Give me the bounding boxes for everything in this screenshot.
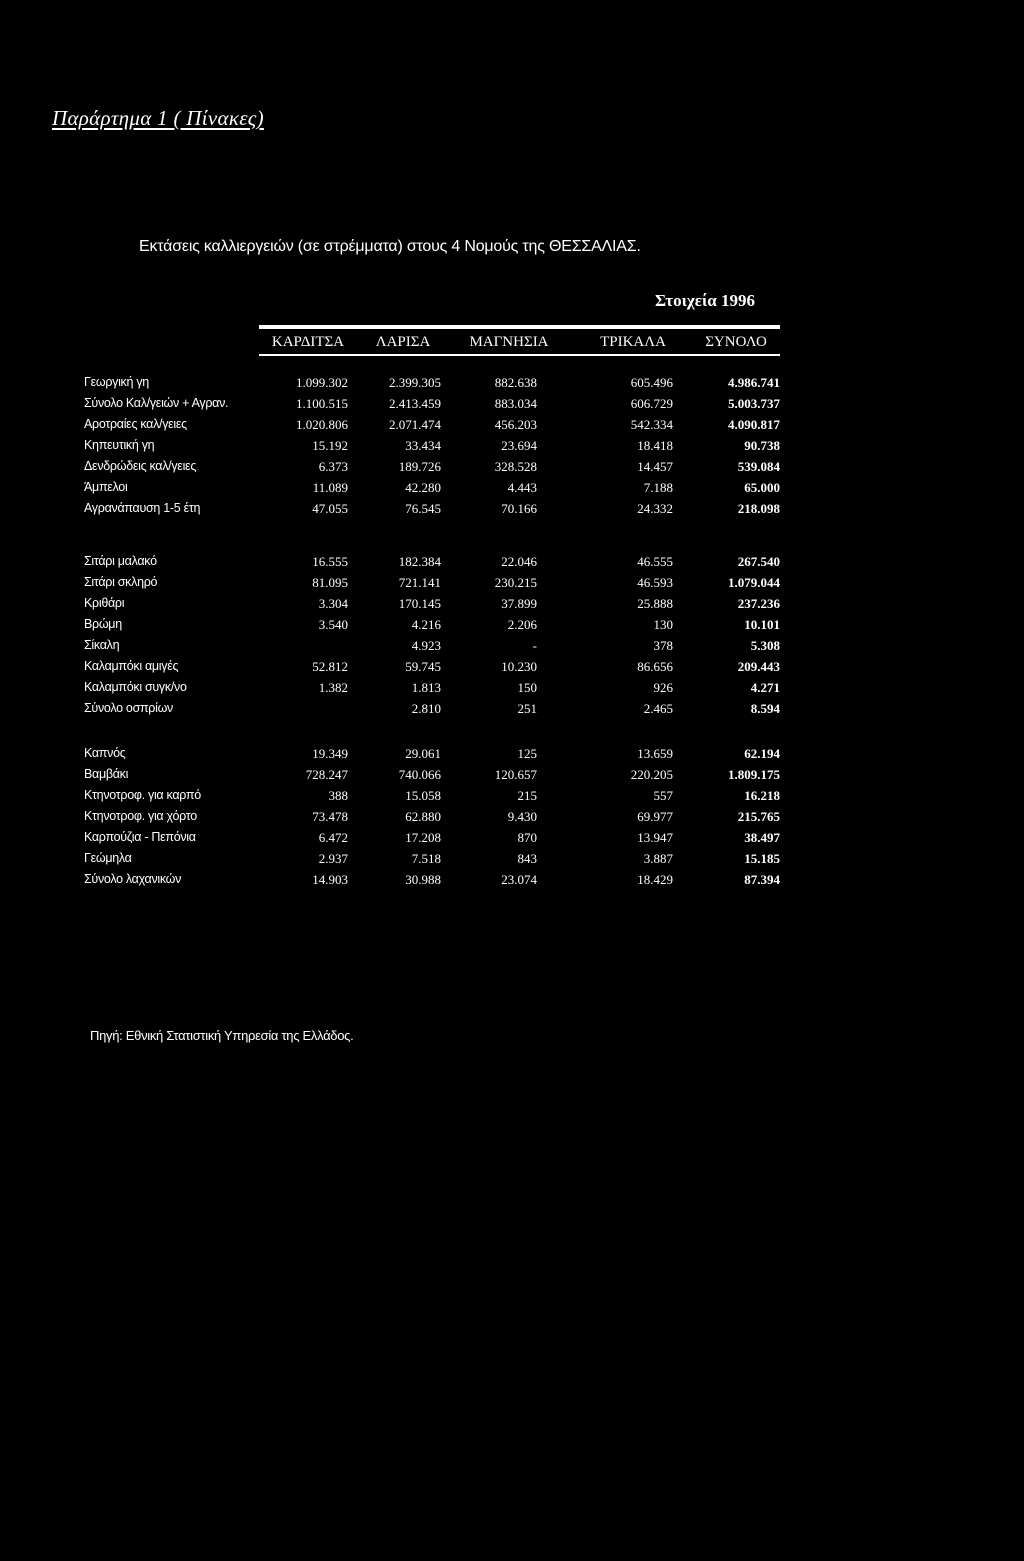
cell-trikala: 46.555 [637,554,673,569]
cell-trikala: 542.334 [630,417,673,432]
table-row [0,809,1024,829]
cell-trikala: 7.188 [643,480,673,495]
column-header-karditsa: ΚΑΡΔΙΤΣΑ [271,334,345,350]
cell-magnisia: 22.046 [501,554,537,569]
header-rule-bottom [259,354,780,356]
cell-larisa: 76.545 [405,501,441,516]
cell-karditsa: 1.382 [318,680,348,695]
row-label: Αγρανάπαυση 1-5 έτη [84,501,201,515]
cell-magnisia: 70.166 [501,501,537,516]
cell-karditsa: 14.903 [312,872,348,887]
cell-magnisia: 843 [517,851,537,866]
row-label: Δενδρώδεις καλ/γειες [84,459,197,473]
row-label: Βρώμη [84,617,122,631]
cell-trikala: 13.947 [637,830,673,845]
cell-total: 4.090.817 [728,417,780,432]
cell-trikala: 14.457 [637,459,673,474]
table-row [0,596,1024,616]
cell-karditsa: 19.349 [312,746,348,761]
row-label: Άμπελοι [84,480,128,494]
row-label: Αροτραίες καλ/γειες [84,417,187,431]
cell-karditsa: 3.304 [318,596,348,611]
cell-total: 10.101 [744,617,780,632]
cell-karditsa: 1.100.515 [296,396,348,411]
cell-larisa: 42.280 [405,480,441,495]
cell-trikala: 3.887 [643,851,673,866]
cell-trikala: 13.659 [637,746,673,761]
row-label: Σύνολο λαχανικών [84,872,182,886]
cell-larisa: 4.923 [411,638,441,653]
cell-trikala: 605.496 [630,375,673,390]
table-row [0,680,1024,700]
cell-total: 38.497 [744,830,780,845]
cell-total: 1.809.175 [728,767,780,782]
cell-karditsa: 2.937 [318,851,348,866]
page-heading: Παράρτημα 1 ( Πίνακες) [52,106,264,130]
row-label: Καπνός [84,746,126,760]
cell-total: 4.271 [750,680,780,695]
cell-larisa: 62.880 [405,809,441,824]
table-row [0,459,1024,479]
cell-magnisia: 37.899 [501,596,537,611]
cell-total: 5.003.737 [728,396,780,411]
cell-total: 4.986.741 [728,375,780,390]
cell-magnisia: 215 [517,788,537,803]
cell-larisa: 189.726 [398,459,441,474]
cell-karditsa: 81.095 [312,575,348,590]
table-subtitle: Εκτάσεις καλλιεργειών (σε στρέμματα) στους 4 Νομούς της ΘΕΣΣΑΛΙΑΣ. [139,238,641,255]
cell-trikala: 606.729 [630,396,673,411]
cell-magnisia: - [532,638,537,653]
cell-karditsa: 1.020.806 [296,417,348,432]
cell-magnisia: 125 [517,746,537,761]
cell-magnisia: 870 [517,830,537,845]
cell-trikala: 220.205 [630,767,673,782]
table-row [0,438,1024,458]
table-row [0,396,1024,416]
table-row [0,767,1024,787]
row-label: Σύνολο οσπρίων [84,701,174,715]
column-header-magnisia: ΜΑΓΝΗΣΙΑ [469,334,549,350]
column-header-larisa: ΛΑΡΙΣΑ [375,334,431,350]
table-row [0,638,1024,658]
cell-larisa: 33.434 [405,438,441,453]
row-label: Κτηνοτροφ. για χόρτο [84,809,197,823]
cell-larisa: 2.413.459 [389,396,441,411]
row-label: Σιτάρι σκληρό [84,575,158,589]
cell-larisa: 7.518 [411,851,441,866]
row-label: Βαμβάκι [84,767,129,781]
cell-karditsa: 73.478 [312,809,348,824]
cell-karditsa: 6.472 [318,830,348,845]
cell-trikala: 24.332 [637,501,673,516]
cell-trikala: 2.465 [643,701,673,716]
cell-total: 8.594 [750,701,780,716]
cell-karditsa: 728.247 [305,767,348,782]
table-row [0,788,1024,808]
row-label: Γεωργική γη [84,375,149,389]
cell-total: 65.000 [744,480,780,495]
row-label: Κριθάρι [84,596,125,610]
cell-larisa: 29.061 [405,746,441,761]
table-row [0,417,1024,437]
table-row [0,501,1024,521]
cell-trikala: 18.418 [637,438,673,453]
cell-magnisia: 120.657 [494,767,537,782]
cell-magnisia: 456.203 [494,417,537,432]
cell-magnisia: 230.215 [494,575,537,590]
row-label: Σύνολο Καλ/γειών + Αγραν. [84,396,229,410]
cell-larisa: 721.141 [398,575,441,590]
cell-total: 209.443 [737,659,780,674]
cell-magnisia: 883.034 [494,396,537,411]
row-label: Κηπευτική γη [84,438,155,452]
cell-karditsa: 6.373 [318,459,348,474]
cell-larisa: 2.810 [411,701,441,716]
cell-larisa: 2.399.305 [389,375,441,390]
cell-larisa: 170.145 [398,596,441,611]
cell-trikala: 557 [653,788,673,803]
cell-total: 5.308 [750,638,780,653]
cell-larisa: 1.813 [411,680,441,695]
cell-larisa: 59.745 [405,659,441,674]
data-year-label: Στοιχεία 1996 [654,291,755,310]
cell-larisa: 17.208 [405,830,441,845]
cell-magnisia: 9.430 [507,809,537,824]
table-row [0,554,1024,574]
table-row [0,830,1024,850]
cell-total: 1.079.044 [728,575,780,590]
column-header-trikala: ΤΡΙΚΑΛΑ [600,334,666,350]
cell-larisa: 182.384 [398,554,441,569]
row-label: Καρπούζια - Πεπόνια [84,830,196,844]
cell-total: 215.765 [737,809,780,824]
table-row [0,851,1024,871]
table-row [0,575,1024,595]
cell-magnisia: 150 [517,680,537,695]
cell-larisa: 740.066 [398,767,441,782]
cell-total: 16.218 [744,788,780,803]
cell-karditsa: 47.055 [312,501,348,516]
cell-total: 267.540 [737,554,780,569]
cell-magnisia: 10.230 [501,659,537,674]
table-row [0,872,1024,892]
cell-karditsa: 1.099.302 [296,375,348,390]
row-label: Σιτάρι μαλακό [84,554,157,568]
cell-trikala: 18.429 [637,872,673,887]
cell-trikala: 378 [653,638,673,653]
cell-karditsa: 16.555 [312,554,348,569]
row-label: Γεώμηλα [84,851,132,865]
cell-magnisia: 251 [517,701,537,716]
cell-trikala: 86.656 [637,659,673,674]
cell-magnisia: 2.206 [507,617,537,632]
row-label: Κτηνοτροφ. για καρπό [84,788,201,802]
cell-magnisia: 882.638 [494,375,537,390]
cell-total: 90.738 [744,438,780,453]
table-row [0,480,1024,500]
cell-trikala: 46.593 [637,575,673,590]
table-row [0,746,1024,766]
cell-magnisia: 4.443 [507,480,537,495]
source-note: Πηγή: Εθνική Στατιστική Υπηρεσία της Ελλάδος. [90,1028,354,1043]
header-rule-top [259,325,780,329]
row-label: Καλαμπόκι συγκ/νο [84,680,187,694]
table-row [0,659,1024,679]
cell-larisa: 15.058 [405,788,441,803]
row-label: Καλαμπόκι αμιγές [84,659,179,673]
cell-total: 62.194 [744,746,780,761]
cell-trikala: 25.888 [637,596,673,611]
cell-total: 15.185 [744,851,780,866]
cell-karditsa: 15.192 [312,438,348,453]
cell-karditsa: 11.089 [312,480,348,495]
table-row [0,617,1024,637]
cell-magnisia: 328.528 [494,459,537,474]
table-row [0,375,1024,395]
cell-magnisia: 23.694 [501,438,537,453]
cell-karditsa: 52.812 [312,659,348,674]
cell-total: 539.084 [737,459,780,474]
cell-total: 218.098 [737,501,780,516]
cell-trikala: 69.977 [637,809,673,824]
cell-larisa: 4.216 [411,617,441,632]
cell-trikala: 130 [653,617,673,632]
cell-larisa: 2.071.474 [389,417,441,432]
table-row [0,701,1024,721]
cell-total: 87.394 [744,872,780,887]
cell-karditsa: 3.540 [318,617,348,632]
cell-trikala: 926 [653,680,673,695]
cell-karditsa: 388 [328,788,348,803]
cell-total: 237.236 [737,596,780,611]
row-label: Σίκαλη [84,638,120,652]
cell-larisa: 30.988 [405,872,441,887]
cell-magnisia: 23.074 [501,872,537,887]
column-header-total: ΣΥΝΟΛΟ [705,334,767,350]
